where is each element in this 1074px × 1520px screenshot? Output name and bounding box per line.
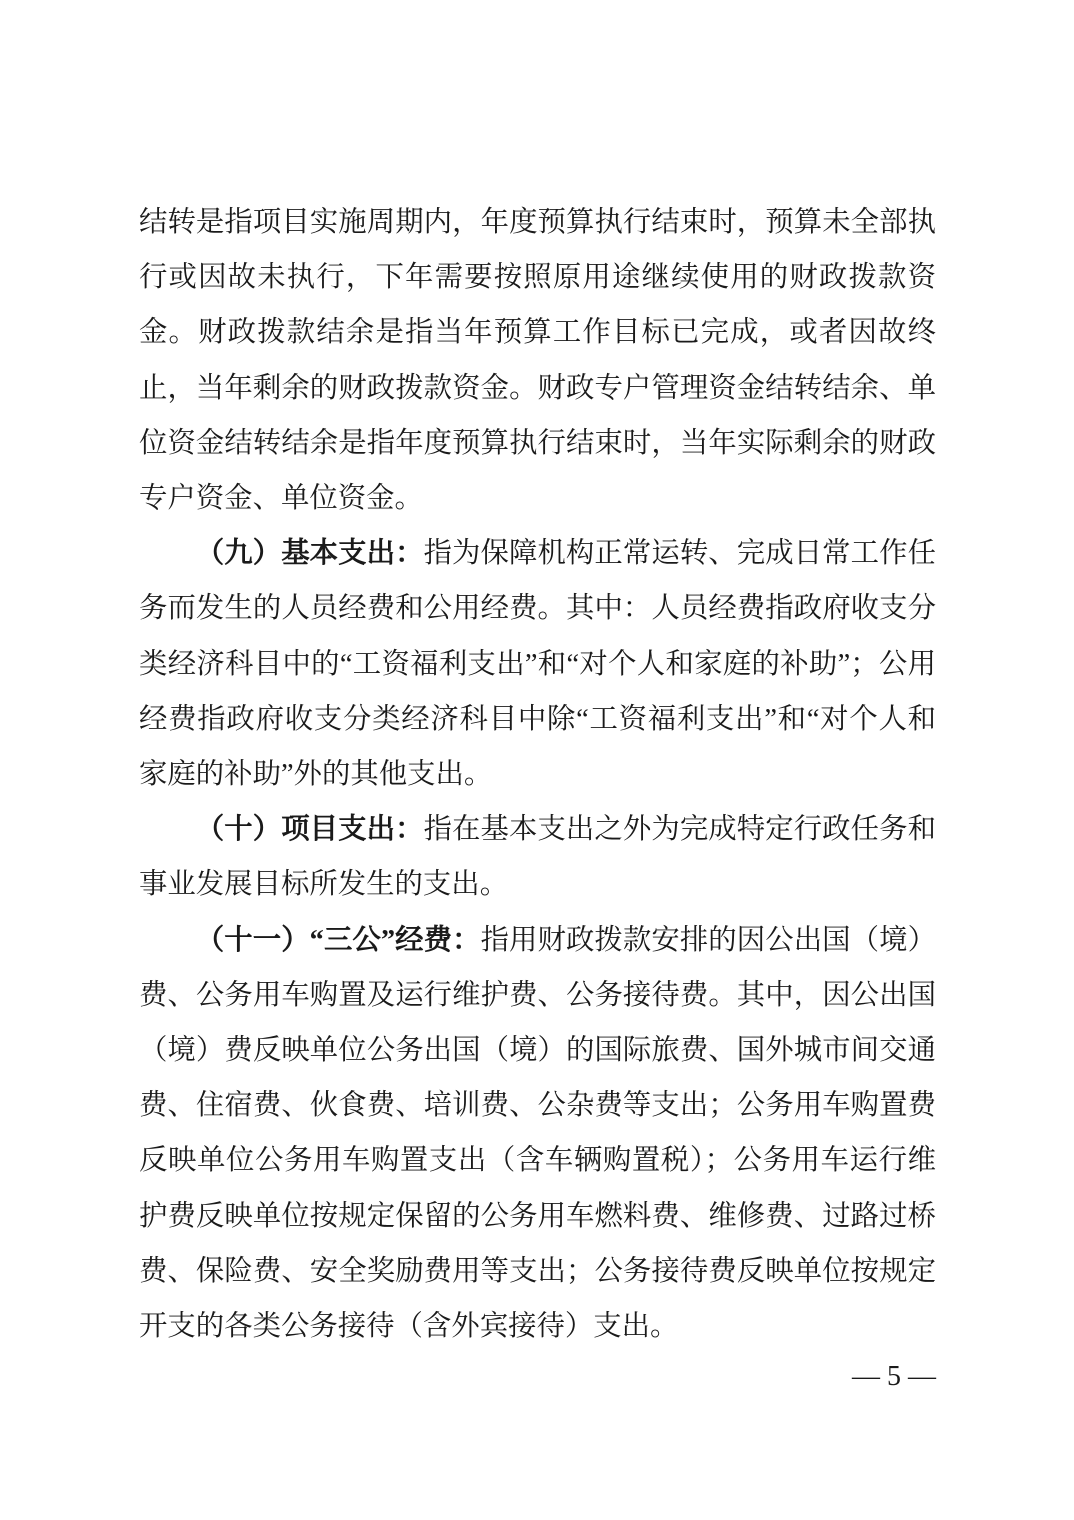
paragraph-text: 指为保障机构正常运转、完成日常工作任务而发生的人员经费和公用经费。其中：人员经费指政府收支分类经济科目中的“工资福利支出”和“对个人和家庭的补助”；公用经费指政府收支分类经济科目中除“工资福利支出”和“对个人和家庭的补助”外的其他支出。 — [139, 538, 936, 791]
paragraph-text: 指用财政拨款安排的因公出国（境）费、公务用车购置及运行维护费、公务接待费。其中，因公出国（境）费反映单位公务出国（境）的国际旅费、国外城市间交通费、住宿费、伙食费、培训费、公杂费等支出；公务用车购置费反映单位公务用车购置支出（含车辆购置税）；公务用车运行维护费反映单位按规定保留的公务用车燃料费、维修费、过路过桥费、保险费、安全奖励费用等支出；公务接待费反映单位按规定开支的各类公务接待（含外宾接待）支出。 — [139, 924, 936, 1343]
paragraph-project-expenditure-definition — [139, 802, 936, 912]
paragraph-text: 结转是指项目实施周期内，年度预算执行结束时，预算未全部执行或因故未执行，下年需要按照原用途继续使用的财政拨款资金。财政拨款结余是指当年预算工作目标已完成，或者因故终止，当年剩余的财政拨款资金。财政专户管理资金结转结余、单位资金结转结余是指年度预算执行结束时，当年实际剩余的财政专户资金、单位资金。 — [139, 207, 936, 515]
paragraph-lead: （十一）“三公”经费： — [195, 924, 481, 956]
paragraph-basic-expenditure-definition — [139, 526, 936, 802]
page-footer — [139, 1356, 936, 1398]
paragraph-lead: （十）项目支出： — [195, 814, 424, 846]
paragraph-three-public-funds-definition — [139, 913, 936, 1355]
paragraph-text: 指在基本支出之外为完成特定行政任务和事业发展目标所发生的支出。 — [139, 814, 936, 901]
paragraph-lead: （九）基本支出： — [195, 538, 424, 570]
page-number: — 5 — — [852, 1361, 936, 1392]
document-body — [139, 195, 936, 1354]
paragraph-carryover-surplus-definition — [139, 195, 936, 526]
